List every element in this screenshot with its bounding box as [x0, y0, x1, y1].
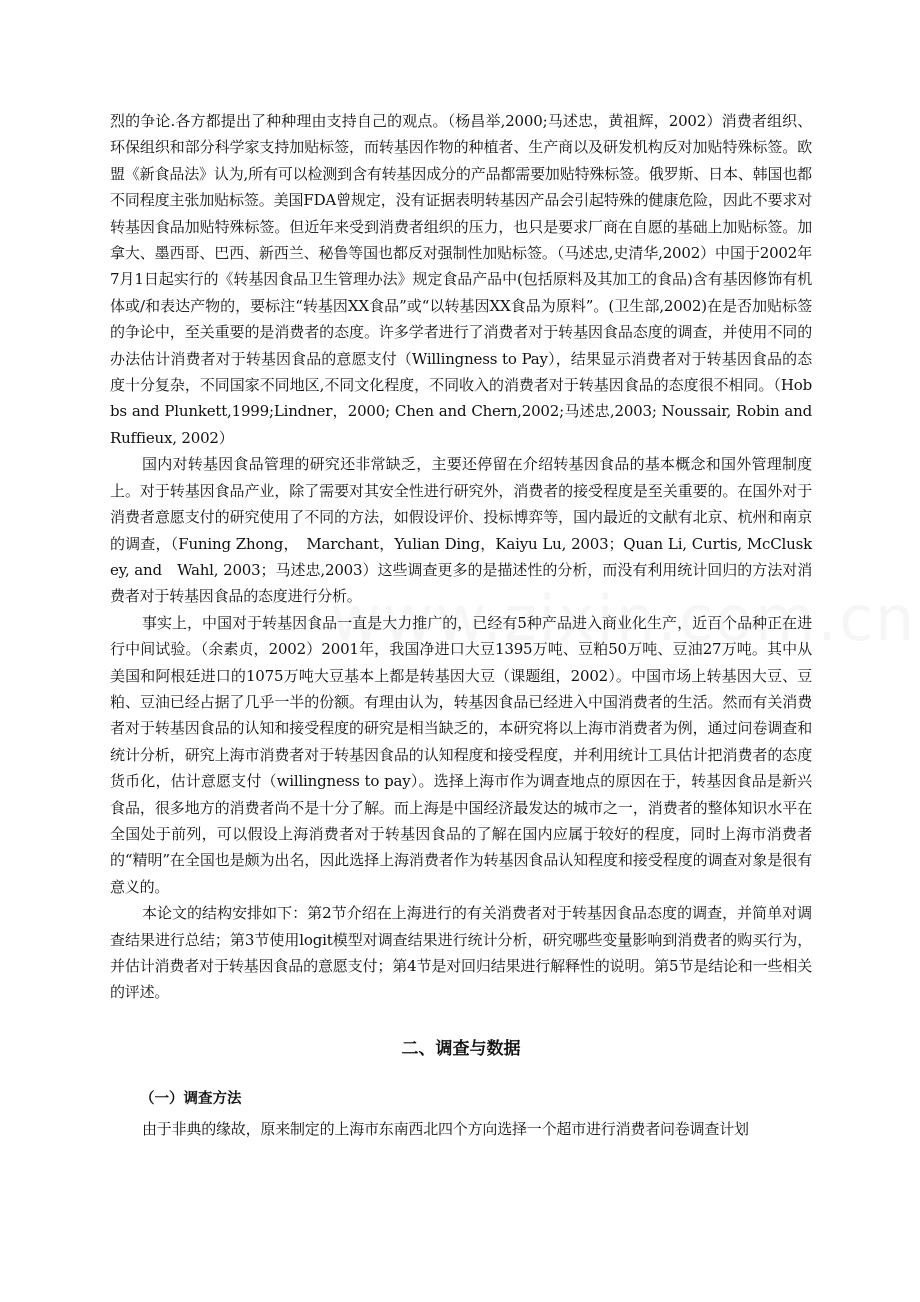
subsection-title: （一）调查方法: [140, 1090, 242, 1107]
paragraph-1: 烈的争论.各方都提出了种种理由支持自己的观点。（杨昌举,2000;马述忠，黄祖辉，2002）消费者组织、环保组织和部分科学家支持加贴标签，而转基因作物的种植者、生产商以及研发机构反对加贴特殊标签。欧盟《新食品法》认为,所有可以检测到含有转基因成分的产品都需要加贴特殊标签。俄罗斯、日本、韩国也都不同程度主张加贴标签。美国FDA曾规定，没有证据表明转基因产品会引起特殊的健康危险，因此不要求对转基因食品加贴特殊标签。但近年来受到消费者组织的压力，也只是要求厂商在自愿的基础上加贴标签。加拿大、墨西哥、巴西、新西兰、秘鲁等国也都反对强制性加贴标签。（马述忠,史清华,2002）中国于2002年7月1日起实行的《转基因食品卫生管理办法》规定食品产品中(包括原料及其加工的食品)含有基因修饰有机体或/和表达产物的，要标注“转基因XX食品”或“以转基因XX食品为原料”。(卫生部,2002)在是否加贴标签的争论中，至关重要的是消费者的态度。许多学者进行了消费者对于转基因食品态度的调查，并使用不同的办法估计消费者对于转基因食品的意愿支付（Willingness to Pay），结果显示消费者对于转基因食品的态度十分复杂，不同国家不同地区,不同文化程度，不同收入的消费者对于转基因食品的态度很不相同。（Hobbs and Plunkett,1999;Lindner，2000; Chen and Chern,2002;马述忠,2003; Noussair, Robin and Ruffieux, 2002）: [110, 112, 812, 447]
paragraph-3: 事实上，中国对于转基因食品一直是大力推广的，已经有5种产品进入商业化生产，近百个品种正在进行中间试验。（余素贞，2002）2001年，我国净进口大豆1395万吨、豆粕50万吨、豆油27万吨。其中从美国和阿根廷进口的1075万吨大豆基本上都是转基因大豆（课题组，2002）。中国市场上转基因大豆、豆粕、豆油已经占据了几乎一半的份额。有理由认为，转基因食品已经进入中国消费者的生活。然而有关消费者对于转基因食品的认知和接受程度的研究是相当缺乏的，本研究将以上海市消费者为例，通过问卷调查和统计分析，研究上海市消费者对于转基因食品的认知程度和接受程度，并利用统计工具估计把消费者的态度货币化，估计意愿支付（willingness to pay）。选择上海市作为调查地点的原因在于，转基因食品是新兴食品，很多地方的消费者尚不是十分了解。而上海是中国经济最发达的城市之一，消费者的整体知识水平在全国处于前列，可以假设上海消费者对于转基因食品的了解在国内应属于较好的程度，同时上海市消费者的“精明”在全国也是颇为出名，因此选择上海消费者作为转基因食品认知程度和接受程度的调查对象是很有意义的。: [110, 613, 812, 896]
paragraph-2: 国内对转基因食品管理的研究还非常缺乏，主要还停留在介绍转基因食品的基本概念和国外管理制度上。对于转基因食品产业，除了需要对其安全性进行研究外，消费者的接受程度是至关重要的。在国外对于消费者意愿支付的研究使用了不同的方法，如假设评价、投标博弈等，国内最近的文献有北京、杭州和南京的调查，（Funing Zhong， Marchant，Yulian Ding，Kaiyu Lu, 2003；Quan Li, Curtis, McCluskey, and Wahl, 2003；马述忠,2003）这些调查更多的是描述性的分析，而没有利用统计回归的方法对消费者对于转基因食品的态度进行分析。: [110, 455, 812, 606]
paragraph-4: 本论文的结构安排如下：第2节介绍在上海进行的有关消费者对于转基因食品态度的调查，并简单对调查结果进行总结；第3节使用logit模型对调查结果进行统计分析，研究哪些变量影响到消费者的购买行为，并估计消费者对于转基因食品的意愿支付；第4节是对回归结果进行解释性的说明。第5节是结论和一些相关的评述。: [110, 904, 812, 1002]
paragraph-5: 由于非典的缘故，原来制定的上海市东南西北四个方向选择一个超市进行消费者问卷调查计划: [142, 1119, 749, 1138]
document-page: [110, 108, 812, 1142]
section-title: 二、调查与数据: [401, 1038, 521, 1059]
